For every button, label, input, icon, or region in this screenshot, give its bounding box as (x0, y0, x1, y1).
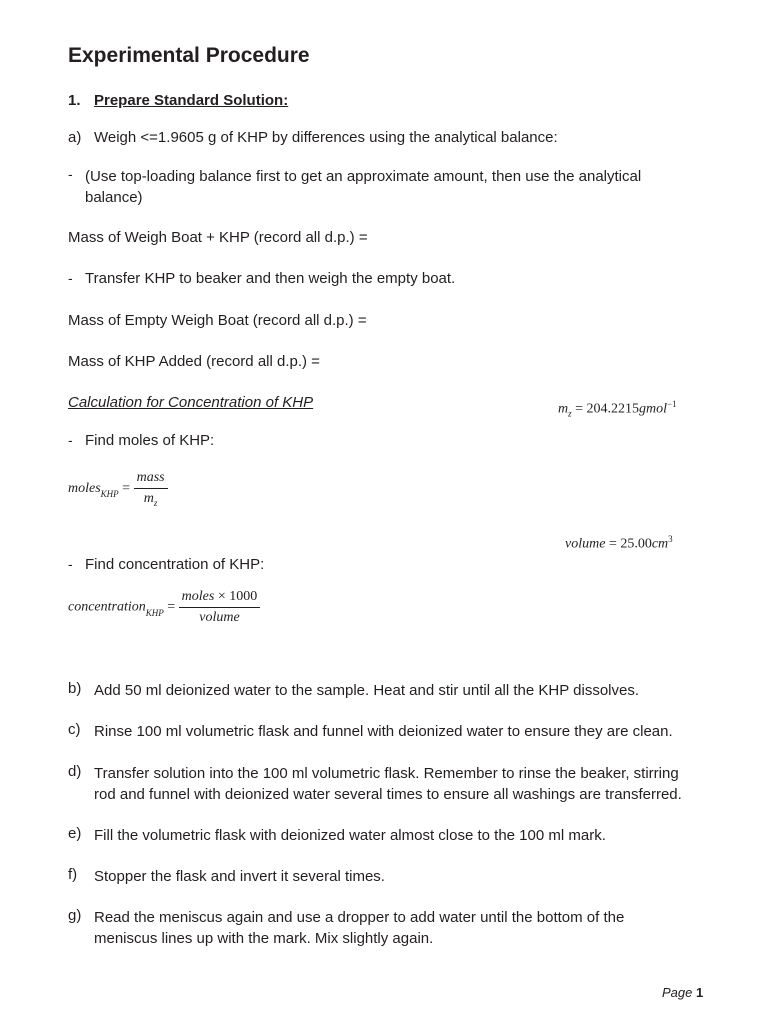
moles-lhs: moles (68, 480, 101, 496)
page-title: Experimental Procedure (68, 44, 310, 67)
conc-numerator (179, 589, 261, 608)
step-c-label: c) (68, 721, 81, 738)
calc-heading: Calculation for Concentration of KHP (68, 394, 314, 411)
moles-fraction (134, 470, 168, 508)
step-e-label: e) (68, 825, 82, 842)
section-number: 1. (68, 92, 81, 109)
step-f-label: f) (68, 866, 78, 883)
moles-denominator (134, 489, 168, 508)
mass-khp-added: Mass of KHP Added (record all d.p.) = (68, 353, 320, 370)
note-top-loading (85, 166, 641, 208)
equals-sign: = (571, 401, 587, 417)
molar-mass-symbol: m (558, 401, 569, 417)
den-symbol: m (143, 491, 154, 506)
den-sub: z (153, 497, 158, 508)
step-line: meniscus lines up with the mark. Mix slightly again. (94, 930, 434, 947)
page-number: 1 (696, 985, 704, 1000)
times-sign: × (214, 589, 230, 604)
equals-sign: = (118, 480, 134, 496)
conc-denominator: volume (199, 610, 240, 625)
step-a-label: a) (68, 129, 82, 146)
step-d-label: d) (68, 763, 82, 780)
conc-fraction (179, 589, 261, 626)
section-title: Prepare Standard Solution: (94, 92, 289, 109)
step-b-label: b) (68, 680, 82, 697)
mass-empty-weigh-boat: Mass of Empty Weigh Boat (record all d.p.) = (68, 312, 367, 329)
step-f-text (94, 866, 385, 887)
find-moles-bullet: - (68, 432, 73, 448)
volume-equation (565, 534, 673, 553)
step-line: Add 50 ml deionized water to the sample. Heat and stir until all the KHP dissolves. (94, 682, 640, 699)
page-footer (662, 985, 703, 1000)
volume-symbol: volume (565, 536, 606, 552)
step-b-text (94, 680, 639, 701)
moles-lhs-sub: KHP (100, 488, 119, 499)
step-g-text (94, 907, 624, 949)
step-line: Rinse 100 ml volumetric flask and funnel with deionized water to ensure they are clean. (94, 723, 673, 740)
conc-lhs-sub: KHP (145, 607, 164, 618)
step-line: Transfer solution into the 100 ml volumetric flask. Remember to rinse the beaker, stirring (94, 765, 679, 782)
note-line: (Use top-loading balance first to get an approximate amount, then use the analytical (85, 168, 642, 185)
step-a-text: Weigh <=1.9605 g of KHP by differences using the analytical balance: (94, 129, 558, 146)
molar-mass-sub: z (568, 408, 572, 419)
step-line: Fill the volumetric flask with deionized water almost close to the 100 ml mark. (94, 827, 606, 844)
step-line: Read the meniscus again and use a dropper to add water until the bottom of the (94, 909, 625, 926)
find-conc-bullet: - (68, 556, 73, 572)
conc-lhs: concentration (68, 599, 146, 615)
molar-mass-equation (558, 399, 677, 418)
note-transfer-khp: Transfer KHP to beaker and then weigh the empty boat. (85, 270, 456, 287)
step-line: Stopper the flask and invert it several times. (94, 868, 385, 885)
step-c-text (94, 721, 673, 742)
num-word: moles (181, 589, 215, 604)
equals-sign: = (163, 599, 179, 615)
step-line: rod and funnel with deionized water several times to ensure all washings are transferred. (94, 786, 682, 803)
concentration-formula (68, 589, 260, 626)
volume-exponent: 3 (668, 534, 673, 544)
note-line: balance) (85, 189, 143, 206)
moles-formula (68, 470, 168, 508)
volume-unit: cm (651, 536, 669, 552)
step-e-text (94, 825, 606, 846)
note-bullet: - (68, 270, 73, 286)
find-conc-text: Find concentration of KHP: (85, 556, 265, 573)
find-moles-text: Find moles of KHP: (85, 432, 215, 449)
molar-mass-exponent: −1 (667, 399, 677, 409)
note-bullet: - (68, 166, 73, 182)
molar-mass-value: 204.2215 (586, 401, 640, 417)
step-g-label: g) (68, 907, 82, 924)
step-d-text (94, 763, 682, 805)
volume-value: 25.00 (620, 536, 652, 552)
molar-mass-unit: gmol (639, 401, 668, 417)
moles-numerator: mass (134, 470, 168, 489)
page-label: Page (662, 985, 693, 1000)
mass-weigh-boat-khp: Mass of Weigh Boat + KHP (record all d.p.) = (68, 229, 368, 246)
num-value: 1000 (229, 589, 258, 604)
equals-sign: = (605, 536, 621, 552)
